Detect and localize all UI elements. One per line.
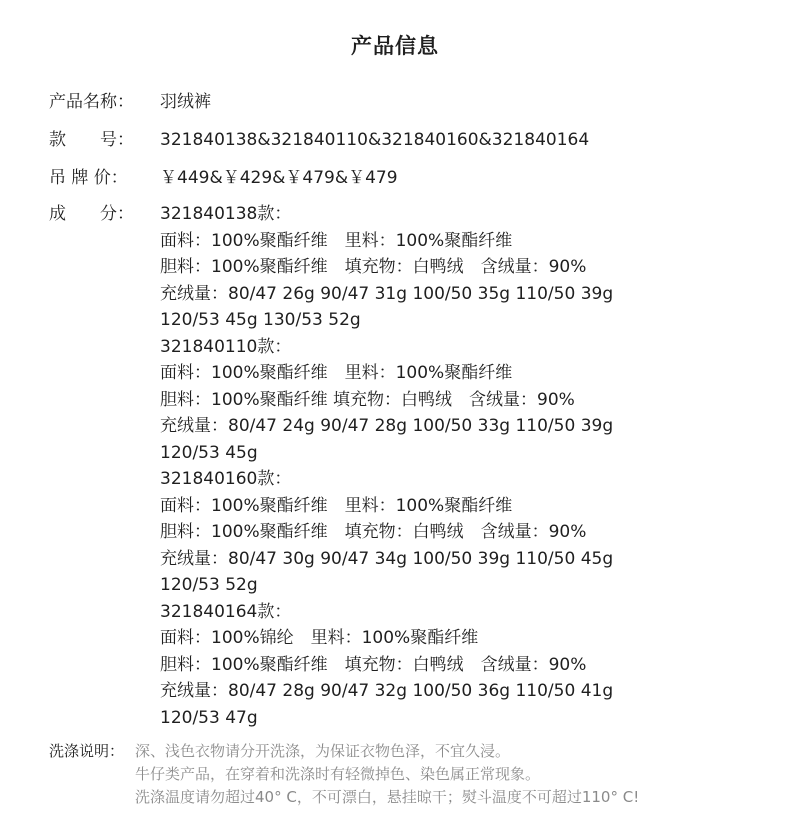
composition-text: 胆料：100%聚酯纤维 填充物：白鸭绒 含绒量：90% <box>160 389 575 410</box>
composition-line <box>0 546 790 573</box>
composition-line <box>0 466 790 493</box>
composition-line <box>0 599 790 626</box>
composition-line <box>0 228 790 255</box>
composition-text: 面料：100%聚酯纤维 里料：100%聚酯纤维 <box>160 230 513 251</box>
composition-line <box>0 254 790 281</box>
composition-text: 充绒量：80/47 26g 90/47 31g 100/50 35g 110/50 39g <box>160 283 614 304</box>
composition-line <box>0 493 790 520</box>
washing-line: 洗涤温度请勿超过40° C，不可漂白，悬挂晾干；熨斗温度不可超过110° C! <box>135 788 640 806</box>
composition-text: 充绒量：80/47 30g 90/47 34g 100/50 39g 110/50 45g <box>160 548 614 569</box>
composition-text: 321840138款： <box>160 204 292 224</box>
composition-text: 胆料：100%聚酯纤维 填充物：白鸭绒 含绒量：90% <box>160 257 587 277</box>
washing-line: 深、浅色衣物请分开洗涤，为保证衣物色泽，不宜久浸。 <box>135 742 511 760</box>
composition-text: 321840164款： <box>160 601 292 622</box>
composition-text: 充绒量：80/47 24g 90/47 28g 100/50 33g 110/50 39g <box>160 416 614 436</box>
composition-text: 充绒量：80/47 28g 90/47 32g 100/50 36g 110/50 41g <box>160 681 614 701</box>
composition-line <box>0 387 790 414</box>
style-no-row <box>0 127 790 154</box>
tag-price-label: 吊 牌 价： <box>49 168 128 188</box>
washing-line: 牛仔类产品，在穿着和洗涤时有轻微掉色、染色属正常现象。 <box>135 765 541 783</box>
composition-text: 321840160款： <box>160 469 292 489</box>
composition-text: 面料：100%聚酯纤维 里料：100%聚酯纤维 <box>160 363 513 383</box>
page-title: 产品信息 <box>351 34 439 58</box>
composition-text: 120/53 52g <box>160 575 258 595</box>
composition-line <box>0 307 790 334</box>
composition-line <box>0 201 790 228</box>
composition-line <box>0 413 790 440</box>
washing-label: 洗涤说明： <box>49 742 125 760</box>
composition-text: 120/53 45g 130/53 52g <box>160 310 361 330</box>
product-name-row <box>0 89 790 116</box>
composition-text: 120/53 47g <box>160 707 258 728</box>
composition-line <box>0 625 790 652</box>
composition-line <box>0 572 790 599</box>
composition-line <box>0 678 790 705</box>
composition-line <box>0 519 790 546</box>
composition-line <box>0 440 790 467</box>
composition-text: 面料：100%聚酯纤维 里料：100%聚酯纤维 <box>160 495 513 516</box>
composition-text: 面料：100%锦纶 里料：100%聚酯纤维 <box>160 628 479 648</box>
composition-text: 321840110款： <box>160 336 292 357</box>
composition-line <box>0 705 790 732</box>
product-name-label: 产品名称： <box>49 92 134 112</box>
style-no-label: 款 号： <box>49 130 134 150</box>
composition-line <box>0 652 790 679</box>
style-no-value: 321840138&321840110&321840160&321840164 <box>160 130 590 150</box>
tag-price-value: ￥449&￥429&￥479&￥479 <box>160 168 398 188</box>
composition-label: 成 分： <box>49 204 134 224</box>
composition-text: 胆料：100%聚酯纤维 填充物：白鸭绒 含绒量：90% <box>160 654 587 675</box>
composition-text: 120/53 45g <box>160 442 258 463</box>
tag-price-row <box>0 165 790 192</box>
composition-text: 胆料：100%聚酯纤维 填充物：白鸭绒 含绒量：90% <box>160 522 587 542</box>
composition-line <box>0 360 790 387</box>
composition-line <box>0 281 790 308</box>
product-name-value: 羽绒裤 <box>160 92 211 112</box>
composition-line <box>0 334 790 361</box>
